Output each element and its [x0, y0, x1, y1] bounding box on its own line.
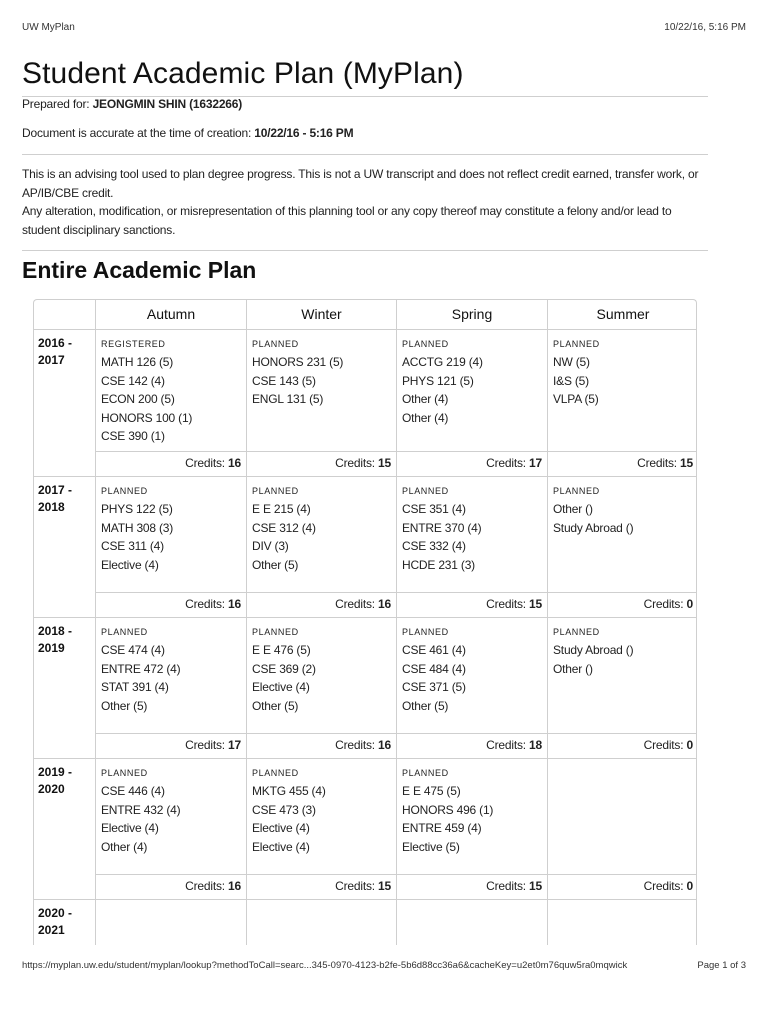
credits-label: Credits:: [335, 879, 375, 893]
credits-label: Credits:: [486, 879, 526, 893]
academic-plan-table: [33, 299, 697, 945]
quarter-cell: [547, 759, 697, 899]
print-header: [22, 22, 746, 36]
quarter-cell: [95, 477, 246, 617]
credits-label: Credits:: [335, 456, 375, 470]
divider: [22, 154, 708, 155]
quarter-status: PLANNED: [402, 768, 449, 778]
course-item: HONORS 496 (1): [402, 802, 494, 817]
course-item: MATH 126 (5): [101, 355, 174, 369]
quarter-credits: [247, 451, 396, 476]
course-list: [553, 641, 633, 678]
quarter-cell: [547, 330, 697, 476]
academic-year-label: 2016 - 2017: [38, 336, 73, 367]
quarter-cell: [547, 900, 697, 945]
quarter-status: PLANNED: [252, 486, 299, 496]
course-list: [101, 353, 192, 446]
year-row: [34, 900, 697, 945]
course-item: CSE 446 (4): [101, 784, 165, 798]
quarter-credits: [247, 592, 396, 617]
quarter-cell: [246, 477, 396, 617]
year-row: [34, 618, 697, 759]
header-autumn: Autumn: [95, 300, 246, 330]
quarter-status: REGISTERED: [101, 339, 166, 349]
course-item: CSE 351 (4): [402, 502, 466, 516]
course-item: CSE 312 (4): [252, 520, 316, 535]
course-item: ACCTG 219 (4): [402, 355, 483, 369]
course-item: MATH 308 (3): [101, 520, 174, 535]
credits-label: Credits:: [335, 597, 375, 611]
course-list: [553, 500, 633, 537]
credits-label: Credits:: [643, 738, 684, 752]
quarter-credits: [247, 733, 396, 758]
print-header-datetime: 10/22/16, 5:16 PM: [664, 22, 746, 33]
credits-label: Credits:: [643, 879, 684, 893]
course-list: [252, 353, 343, 409]
credits-label: Credits:: [486, 456, 526, 470]
course-item: Study Abroad (): [553, 643, 634, 657]
print-header-title: UW MyPlan: [22, 22, 75, 33]
course-item: CSE 311 (4): [101, 539, 164, 553]
credits-label: Credits:: [335, 738, 375, 752]
quarter-status: PLANNED: [252, 339, 299, 349]
quarter-credits: [96, 733, 246, 758]
course-list: [252, 782, 326, 856]
year-row: [34, 330, 697, 477]
header-spring: Spring: [396, 300, 547, 330]
course-item: HCDE 231 (3): [402, 557, 475, 572]
credits-label: Credits:: [486, 738, 526, 752]
course-item: CSE 390 (1): [101, 429, 165, 443]
course-item: Elective (4): [101, 821, 159, 835]
course-item: CSE 461 (4): [402, 643, 466, 657]
credits-value: 18: [529, 738, 542, 752]
credits-value: 15: [680, 456, 693, 470]
course-item: Other (4): [101, 839, 148, 854]
year-row: [34, 477, 697, 618]
quarter-cell: [246, 900, 396, 945]
course-item: CSE 143 (5): [252, 373, 316, 388]
course-item: Other (5): [252, 557, 299, 572]
course-item: E E 215 (4): [252, 502, 311, 516]
course-item: DIV (3): [252, 539, 289, 553]
course-list: [553, 353, 599, 409]
credits-label: Credits:: [185, 738, 225, 752]
course-item: ECON 200 (5): [101, 392, 175, 406]
course-item: ENTRE 472 (4): [101, 661, 181, 676]
credits-value: 15: [378, 879, 391, 893]
course-item: Other (5): [252, 698, 299, 713]
course-item: CSE 142 (4): [101, 373, 165, 388]
quarter-cell: [396, 900, 547, 945]
course-item: CSE 332 (4): [402, 539, 466, 553]
quarter-status: PLANNED: [101, 486, 148, 496]
course-list: [402, 782, 493, 856]
course-item: Other (4): [402, 410, 449, 425]
quarter-cell: [547, 618, 697, 758]
quarter-status: PLANNED: [402, 627, 449, 637]
quarter-status: PLANNED: [402, 339, 449, 349]
divider: [22, 250, 708, 251]
course-item: Other (): [553, 502, 593, 516]
student-name: JEONGMIN SHIN (1632266): [92, 97, 243, 111]
quarter-credits: [96, 451, 246, 476]
quarter-credits: [397, 874, 547, 899]
course-item: VLPA (5): [553, 392, 599, 406]
course-item: ENTRE 432 (4): [101, 802, 181, 817]
course-item: Other (4): [402, 392, 449, 406]
quarter-cell: [396, 330, 547, 476]
credits-value: 17: [529, 456, 542, 470]
header-summer: Summer: [547, 300, 697, 330]
quarter-cell: [396, 618, 547, 758]
credits-label: Credits:: [637, 456, 677, 470]
course-item: STAT 391 (4): [101, 680, 169, 694]
course-item: CSE 371 (5): [402, 680, 466, 694]
credits-value: 16: [228, 879, 241, 893]
course-item: Other (5): [402, 698, 449, 713]
quarter-credits: [247, 874, 396, 899]
academic-year-label: 2017 - 2018: [38, 483, 73, 514]
course-item: Elective (4): [252, 839, 310, 854]
course-item: CSE 369 (2): [252, 661, 316, 676]
credits-value: 15: [378, 456, 391, 470]
credits-value: 0: [686, 597, 693, 611]
quarter-credits: [548, 733, 697, 758]
page-title: Student Academic Plan (MyPlan): [22, 57, 464, 90]
quarter-cell: [246, 759, 396, 899]
quarter-cell: [396, 759, 547, 899]
quarter-status: PLANNED: [252, 627, 299, 637]
course-item: ENTRE 459 (4): [402, 821, 482, 835]
credits-value: 16: [378, 597, 391, 611]
quarter-cell: [547, 477, 697, 617]
header-winter: Winter: [246, 300, 396, 330]
credits-value: 0: [686, 879, 693, 893]
quarter-cell: [95, 330, 246, 476]
course-item: Elective (4): [252, 821, 310, 835]
course-item: MKTG 455 (4): [252, 784, 326, 798]
prepared-for-label: Prepared for:: [22, 97, 90, 111]
credits-value: 16: [228, 456, 241, 470]
course-item: PHYS 121 (5): [402, 373, 474, 388]
accuracy-datetime: 10/22/16 - 5:16 PM: [254, 126, 354, 140]
quarter-cell: [95, 900, 246, 945]
course-item: PHYS 122 (5): [101, 502, 173, 516]
quarter-cell: [95, 759, 246, 899]
academic-year-label: 2018 - 2019: [38, 624, 73, 655]
quarter-credits: [96, 592, 246, 617]
course-item: HONORS 231 (5): [252, 355, 344, 369]
quarter-status: PLANNED: [553, 339, 600, 349]
disclaimer-line-2: Any alteration, modification, or misrepresentation of this planning tool or any copy thereof may constitute a felony and/or lead to student disciplinary sanctions.: [22, 204, 672, 237]
quarter-credits: [397, 733, 547, 758]
quarter-cell: [95, 618, 246, 758]
credits-value: 15: [529, 597, 542, 611]
course-item: NW (5): [553, 355, 590, 369]
course-item: CSE 473 (3): [252, 802, 316, 817]
course-list: [252, 500, 316, 574]
course-item: E E 475 (5): [402, 784, 461, 798]
credits-value: 0: [686, 738, 693, 752]
quarter-status: PLANNED: [553, 627, 600, 637]
page-number: Page 1 of 3: [697, 960, 746, 971]
course-item: I&S (5): [553, 373, 589, 388]
course-list: [402, 353, 483, 427]
quarter-cell: [246, 618, 396, 758]
course-item: Other (5): [101, 698, 148, 713]
academic-year-label: 2020 - 2021: [38, 906, 73, 937]
quarter-credits: [397, 451, 547, 476]
quarter-status: PLANNED: [252, 768, 299, 778]
course-item: E E 476 (5): [252, 643, 311, 657]
footer-url: https://myplan.uw.edu/student/myplan/lookup?methodToCall=searc...345-0970-4123-b2fe-5b6d88cc36a6&cacheKey=u2et0m76quw5ra0mqwick: [22, 960, 628, 971]
course-item: Study Abroad (): [553, 520, 634, 535]
course-item: ENGL 131 (5): [252, 392, 324, 406]
course-item: HONORS 100 (1): [101, 410, 193, 425]
course-item: Other (): [553, 661, 593, 676]
quarter-credits: [548, 874, 697, 899]
quarter-credits: [548, 592, 697, 617]
course-item: Elective (4): [101, 557, 159, 572]
quarter-credits: [96, 874, 246, 899]
course-list: [402, 500, 481, 574]
credits-label: Credits:: [643, 597, 684, 611]
quarter-credits: [548, 451, 697, 476]
quarter-status: PLANNED: [402, 486, 449, 496]
course-item: Elective (5): [402, 839, 460, 854]
credits-label: Credits:: [185, 879, 225, 893]
disclaimer: [22, 165, 712, 239]
table-header: [34, 300, 697, 330]
accuracy-note: [22, 126, 353, 140]
quarter-cell: [396, 477, 547, 617]
course-item: CSE 484 (4): [402, 661, 466, 676]
credits-label: Credits:: [486, 597, 526, 611]
course-item: CSE 474 (4): [101, 643, 165, 657]
quarter-status: PLANNED: [101, 627, 148, 637]
credits-value: 17: [228, 738, 241, 752]
course-item: ENTRE 370 (4): [402, 520, 482, 535]
credits-value: 16: [228, 597, 241, 611]
section-title: Entire Academic Plan: [22, 257, 257, 283]
course-list: [101, 782, 180, 856]
academic-year-label: 2019 - 2020: [38, 765, 73, 796]
course-list: [101, 500, 173, 574]
credits-label: Credits:: [185, 597, 225, 611]
accuracy-label: Document is accurate at the time of creation:: [22, 126, 252, 140]
credits-label: Credits:: [185, 456, 225, 470]
quarter-cell: [246, 330, 396, 476]
quarter-credits: [397, 592, 547, 617]
course-list: [101, 641, 180, 715]
course-item: Elective (4): [252, 680, 310, 694]
course-list: [402, 641, 466, 715]
year-row: [34, 759, 697, 900]
disclaimer-line-1: This is an advising tool used to plan degree progress. This is not a UW transcript and does not reflect credit earned, transfer work, or AP/IB/CBE credit.: [22, 167, 699, 200]
quarter-status: PLANNED: [101, 768, 148, 778]
credits-value: 15: [529, 879, 542, 893]
quarter-status: PLANNED: [553, 486, 600, 496]
course-list: [252, 641, 316, 715]
prepared-for: [22, 97, 242, 111]
credits-value: 16: [378, 738, 391, 752]
